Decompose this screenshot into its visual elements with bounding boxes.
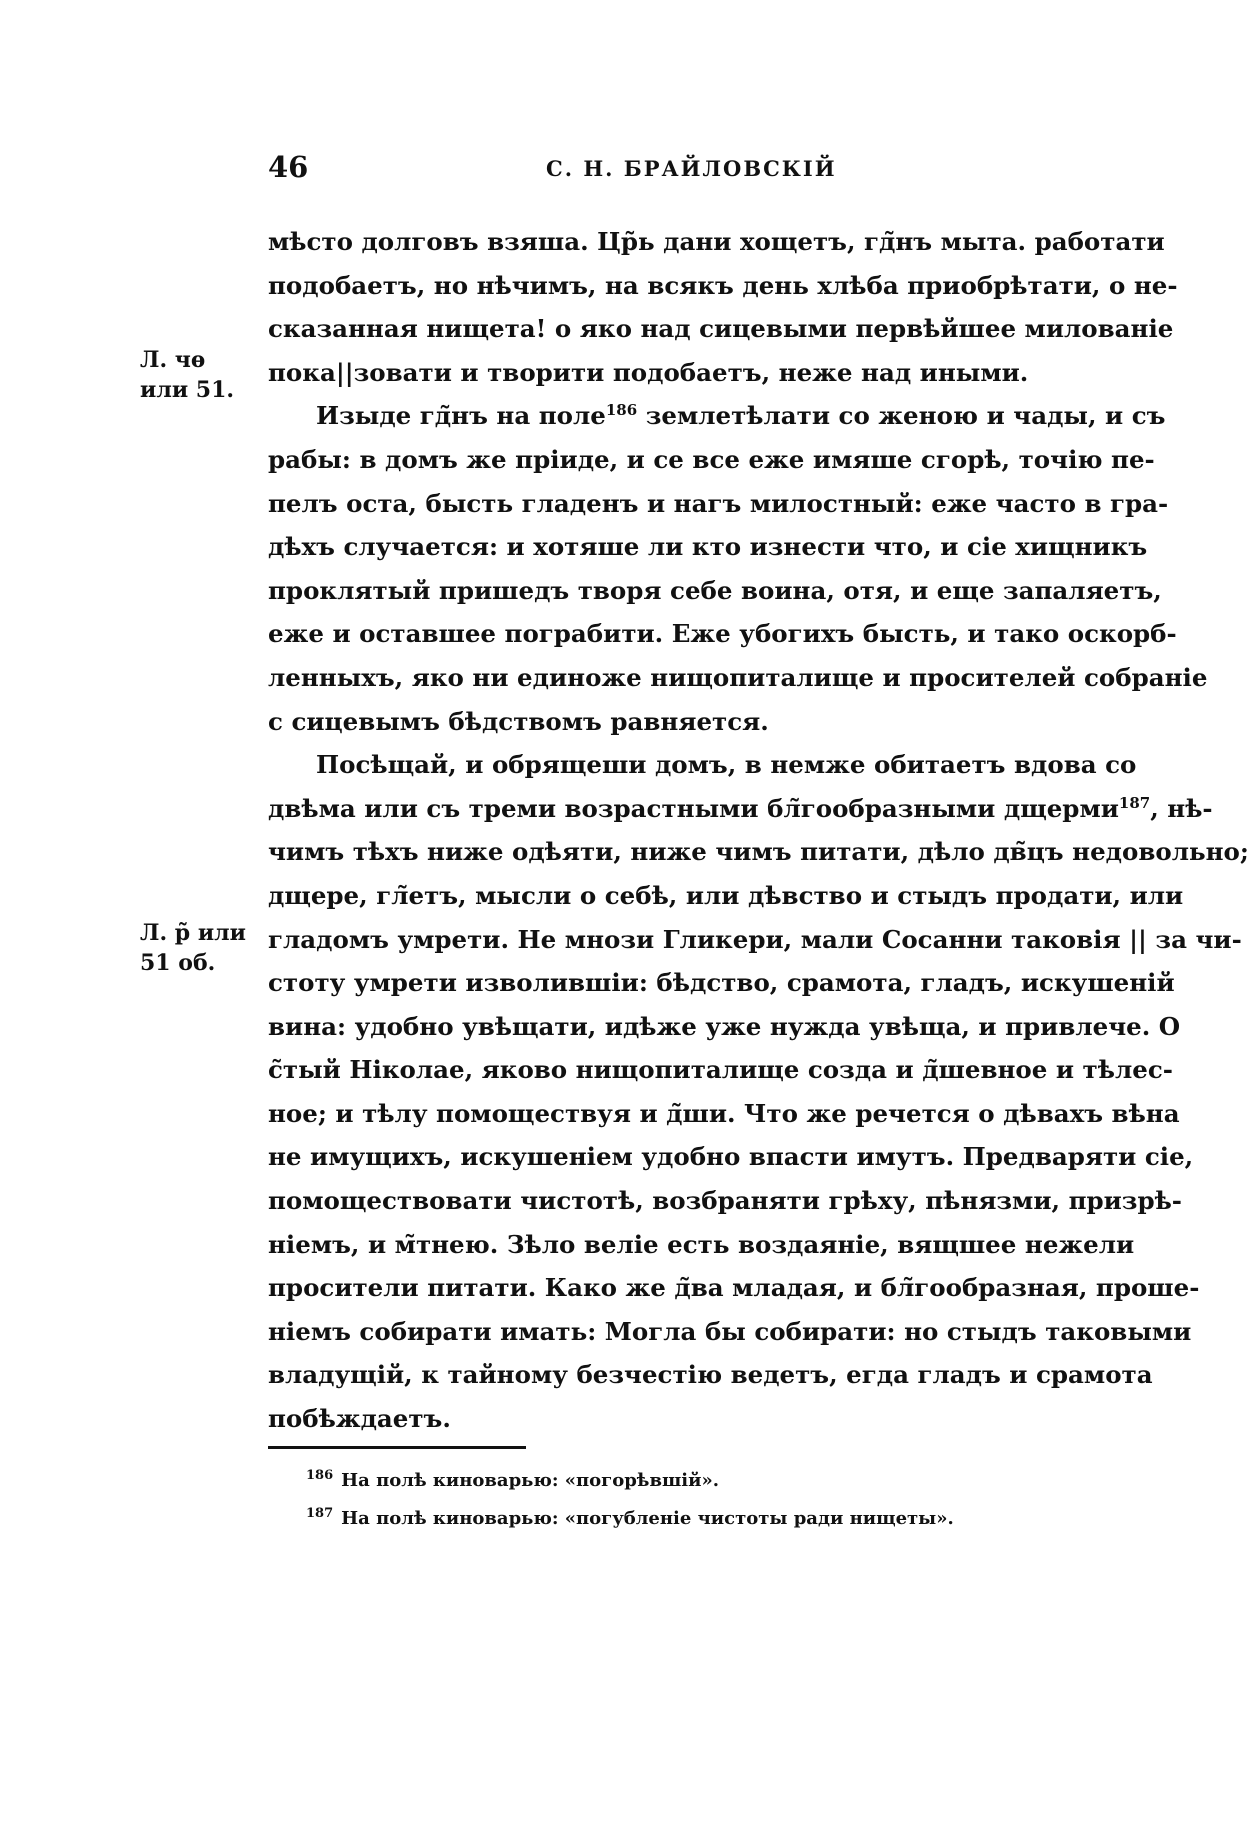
text-line: проклятый пришедъ творя себе воина, отя, и еще запаляетъ, (268, 575, 1162, 605)
text-line: дщере, гл̃етъ, мысли о себѣ, или дѣвство и стыдъ продати, или (268, 880, 1184, 910)
text-line: пока||зовати и творити подобаетъ, неже над иными. (268, 357, 1029, 387)
footnote-divider (268, 1446, 526, 1449)
text-line: побѣждаетъ. (268, 1404, 451, 1434)
text-fragment: землетѣлати со женою и чады, и съ (645, 401, 1166, 431)
text-fragment: двѣма или съ треми возрастными бл̃гообразными дщерми (268, 793, 1119, 823)
text-line: сказанная нищета! о яко над сицевыми первѣйшее милованіе (268, 314, 1174, 344)
footnote (306, 1462, 1066, 1500)
footnote-text: На полѣ киноварью: «погорѣвшій». (341, 1470, 720, 1491)
text-fragment: , нѣ- (1150, 793, 1213, 823)
text-line: вина: удобно увѣщати, идѣже уже нужда увѣща, и привлече. О (268, 1011, 1181, 1041)
text-line: чимъ тѣхъ ниже одѣяти, ниже чимъ питати, дѣло дв̃цъ недовольно; (268, 837, 1249, 867)
footnote-number: 186 (306, 1468, 334, 1483)
text-line (268, 394, 1166, 438)
text-line: дѣхъ случается: и хотяше ли кто изнести что, и сіе хищникъ (268, 532, 1148, 562)
text-line: владущій, к тайному безчестію ведетъ, егда гладъ и срамота (268, 1360, 1153, 1390)
text-line: рабы: в домъ же пріиде, и се все еже имяше сгорѣ, точію пе- (268, 444, 1155, 474)
text-line: ніемъ собирати имать: Могла бы собирати: но стыдъ таковыми (268, 1316, 1192, 1346)
running-head: С. Н. БРАЙЛОВСКІЙ (546, 156, 837, 181)
text-line: с сицевымъ бѣдствомъ равняется. (268, 706, 769, 736)
text-line (268, 787, 1213, 831)
text-line: не имущихъ, искушеніем удобно впасти имутъ. Предваряти сіе, (268, 1142, 1194, 1172)
text-line: Посѣщай, и обрящеши домъ, в немже обитаетъ вдова со (316, 750, 1137, 780)
footnote (306, 1500, 1066, 1538)
footnote-text: На полѣ киноварью: «погубленіе чистоты ради нищеты». (341, 1508, 954, 1529)
text-line: гладомъ умрети. Не мнози Гликери, мали Сосанни таковія || за чи- (268, 924, 1242, 954)
text-line: ное; и тѣлу помоществуя и д̃ши. Что же речется о дѣвахъ вѣна (268, 1098, 1180, 1128)
text-line: ленныхъ, яко ни единоже нищопиталище и просителей собраніе (268, 662, 1208, 692)
text-line: помоществовати чистотѣ, возбраняти грѣху, пѣнязми, призрѣ- (268, 1186, 1182, 1216)
page-header (268, 150, 1060, 190)
footnote-number: 187 (306, 1506, 334, 1521)
text-line: пелъ оста, бысть гладенъ и нагъ милостный: еже часто в гра- (268, 488, 1169, 518)
footnote-ref-187: 187 (1118, 793, 1151, 812)
footnotes (306, 1462, 1066, 1538)
text-line: подобаетъ, но нѣчимъ, на всякъ день хлѣба приобрѣтати, о не- (268, 270, 1178, 300)
margin-note-leaf-99: Л. чѳ или 51. (140, 347, 235, 403)
text-line: мѣсто долговъ взяша. Цр̃ь дани хощетъ, гд̃нъ мыта. работати (268, 227, 1165, 256)
text-line: еже и оставшее пограбити. Еже убогихъ бысть, и тако оскорб- (268, 619, 1177, 649)
text-line: ніемъ, и м̃тнею. Зѣло веліе есть воздаяніе, вящшее нежели (268, 1229, 1135, 1259)
text-line: стоту умрети изволившіи: бѣдство, срамота, гладъ, искушеній (268, 968, 1175, 998)
margin-note-leaf-100: Л. р̃ или 51 об. (140, 920, 246, 976)
text-line: просители питати. Како же д̃ва младая, и бл̃гообразная, проше- (268, 1273, 1200, 1303)
page-number: 46 (268, 150, 309, 184)
text-line: с̃тый Ніколае, яково нищопиталище созда и д̃шевное и тѣлес- (268, 1055, 1173, 1085)
body-text (268, 220, 1249, 1441)
footnote-ref-186: 186 (605, 401, 638, 420)
text-fragment: Изыде гд̃нъ на поле (316, 401, 606, 431)
